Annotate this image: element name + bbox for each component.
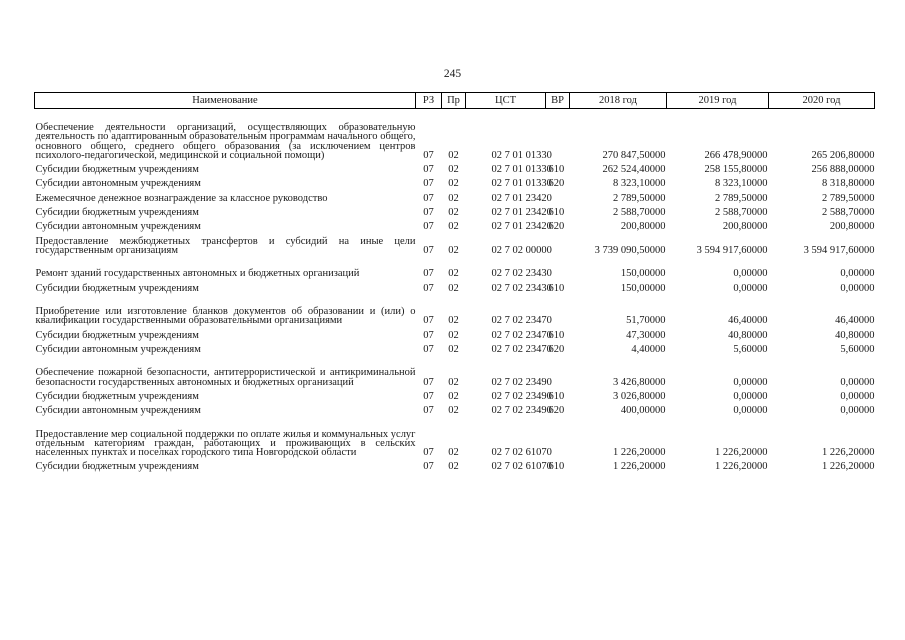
- row-rz: 07: [423, 461, 434, 473]
- row-2020: 0,00000: [840, 405, 875, 417]
- row-2019: 8 323,10000: [715, 178, 768, 190]
- row-pr: 02: [448, 315, 459, 327]
- row-2019: 258 155,80000: [704, 164, 768, 176]
- table-row: [35, 217, 875, 231]
- header-pr: Пр: [442, 93, 466, 109]
- row-2020: 1 226,20000: [822, 447, 875, 459]
- row-2018: 262 524,40000: [602, 164, 666, 176]
- row-name: Субсидии автономным учреждениям: [35, 343, 201, 355]
- row-2019: 266 478,90000: [704, 149, 768, 161]
- row-2020: 3 594 917,60000: [803, 244, 875, 256]
- row-2018: 4,40000: [631, 343, 666, 355]
- row-2018: 1 226,20000: [613, 461, 666, 473]
- header-name: Наименование: [35, 93, 416, 109]
- table-row: [35, 255, 875, 279]
- row-2020: 40,80000: [835, 329, 875, 341]
- row-vr: 620: [548, 221, 565, 233]
- row-name: Приобретение или изготовление бланков документов об образовании и (или) о квалификации государственными образовательными организациями: [35, 306, 416, 327]
- row-2018: 1 226,20000: [613, 447, 666, 459]
- row-vr: 620: [548, 178, 565, 190]
- row-2018: 2 588,70000: [613, 207, 666, 219]
- row-pr: 02: [448, 207, 459, 219]
- row-rz: 07: [423, 329, 434, 341]
- row-2019: 0,00000: [733, 390, 768, 402]
- row-2019: 0,00000: [733, 376, 768, 388]
- row-2020: 0,00000: [840, 376, 875, 388]
- row-cst: 02 7 02 61070: [491, 447, 552, 459]
- row-rz: 07: [423, 390, 434, 402]
- row-pr: 02: [448, 405, 459, 417]
- table-row: [35, 160, 875, 174]
- row-name: Предоставление межбюджетных трансфертов и субсидий на иные цели государственным организациям: [35, 235, 416, 256]
- row-name: Субсидии автономным учреждениям: [35, 221, 201, 233]
- row-pr: 02: [448, 221, 459, 233]
- row-name: Ремонт зданий государственных автономных и бюджетных организаций: [35, 268, 360, 280]
- row-rz: 07: [423, 178, 434, 190]
- row-name: Обеспечение деятельности организаций, осуществляющих образовательную деятельность по адаптированным образовательным программам начального общего, основного общего, среднего общего образования (за исключением центров психолого-педагогической, медицинской и социальной помощи): [35, 122, 416, 161]
- row-2019: 1 226,20000: [715, 447, 768, 459]
- row-2019: 2 789,50000: [715, 192, 768, 204]
- row-rz: 07: [423, 192, 434, 204]
- row-rz: 07: [423, 343, 434, 355]
- row-2019: 1 226,20000: [715, 461, 768, 473]
- row-rz: 07: [423, 282, 434, 294]
- row-2020: 0,00000: [840, 282, 875, 294]
- row-pr: 02: [448, 268, 459, 280]
- row-name: Субсидии бюджетным учреждениям: [35, 329, 199, 341]
- row-name: Предоставление мер социальной поддержки по оплате жилья и коммунальных услуг отдельным категориям граждан, работающих и проживающих в сельских населенных пунктах и поселках городского типа Новгородской области: [35, 428, 416, 459]
- row-2018: 400,00000: [620, 405, 666, 417]
- row-2018: 200,80000: [620, 221, 666, 233]
- header-vr: ВР: [546, 93, 570, 109]
- table-row: [35, 279, 875, 293]
- row-vr: 620: [548, 405, 565, 417]
- row-cst: 02 7 02 23470: [491, 315, 552, 327]
- row-cst: 02 7 01 01330: [491, 164, 552, 176]
- row-2018: 2 789,50000: [613, 192, 666, 204]
- row-pr: 02: [448, 329, 459, 341]
- row-2018: 8 323,10000: [613, 178, 666, 190]
- row-2018: 47,30000: [626, 329, 666, 341]
- row-name: Субсидии бюджетным учреждениям: [35, 207, 199, 219]
- row-cst: 02 7 02 23470: [491, 329, 552, 341]
- row-2020: 2 588,70000: [822, 207, 875, 219]
- table-header-row: [35, 93, 875, 109]
- header-2020: 2020 год: [769, 93, 875, 109]
- row-rz: 07: [423, 149, 434, 161]
- row-2020: 5,60000: [840, 343, 875, 355]
- table-row: [35, 109, 875, 161]
- row-pr: 02: [448, 343, 459, 355]
- row-name: Субсидии бюджетным учреждениям: [35, 461, 199, 473]
- row-2018: 3 739 090,50000: [594, 244, 666, 256]
- row-pr: 02: [448, 178, 459, 190]
- row-cst: 02 7 02 00000: [491, 244, 552, 256]
- row-2020: 0,00000: [840, 268, 875, 280]
- row-2019: 2 588,70000: [715, 207, 768, 219]
- row-2020: 265 206,80000: [811, 149, 875, 161]
- row-cst: 02 7 01 01330: [491, 178, 552, 190]
- row-cst: 02 7 01 23420: [491, 192, 552, 204]
- table-row: [35, 174, 875, 188]
- table-row: [35, 326, 875, 340]
- table-row: [35, 340, 875, 354]
- table-row: [35, 457, 875, 471]
- row-rz: 07: [423, 376, 434, 388]
- row-pr: 02: [448, 149, 459, 161]
- row-cst: 02 7 02 23430: [491, 282, 552, 294]
- row-2018: 270 847,50000: [602, 149, 666, 161]
- row-2020: 0,00000: [840, 390, 875, 402]
- row-pr: 02: [448, 461, 459, 473]
- table-row: [35, 387, 875, 401]
- row-rz: 07: [423, 221, 434, 233]
- page-number: 245: [443, 68, 462, 80]
- row-cst: 02 7 02 23490: [491, 390, 552, 402]
- row-cst: 02 7 02 23490: [491, 376, 552, 388]
- row-pr: 02: [448, 192, 459, 204]
- row-cst: 02 7 02 23490: [491, 405, 552, 417]
- row-vr: 610: [548, 164, 565, 176]
- table-row: [35, 415, 875, 457]
- row-2020: 2 789,50000: [822, 192, 875, 204]
- row-pr: 02: [448, 244, 459, 256]
- row-2020: 200,80000: [829, 221, 875, 233]
- row-rz: 07: [423, 315, 434, 327]
- row-name: Субсидии бюджетным учреждениям: [35, 164, 199, 176]
- row-name: Субсидии автономным учреждениям: [35, 405, 201, 417]
- row-name: Субсидии бюджетным учреждениям: [35, 390, 199, 402]
- table-row: [35, 189, 875, 203]
- row-2018: 51,70000: [626, 315, 666, 327]
- row-2020: 46,40000: [835, 315, 875, 327]
- row-cst: 02 7 01 01330: [491, 149, 552, 161]
- row-2020: 256 888,00000: [811, 164, 875, 176]
- row-2019: 5,60000: [733, 343, 768, 355]
- row-2018: 3 426,80000: [613, 376, 666, 388]
- row-2018: 150,00000: [620, 282, 666, 294]
- table-row: [35, 203, 875, 217]
- row-name: Субсидии автономным учреждениям: [35, 178, 201, 190]
- row-rz: 07: [423, 164, 434, 176]
- table-row: [35, 401, 875, 415]
- row-rz: 07: [423, 207, 434, 219]
- row-vr: 610: [548, 390, 565, 402]
- row-2019: 46,40000: [728, 315, 768, 327]
- header-rz: РЗ: [416, 93, 442, 109]
- row-name: Субсидии бюджетным учреждениям: [35, 282, 199, 294]
- row-rz: 07: [423, 405, 434, 417]
- row-pr: 02: [448, 164, 459, 176]
- row-pr: 02: [448, 447, 459, 459]
- row-pr: 02: [448, 390, 459, 402]
- row-cst: 02 7 02 23430: [491, 268, 552, 280]
- row-2019: 200,80000: [722, 221, 768, 233]
- table-row: [35, 293, 875, 326]
- row-2020: 8 318,80000: [822, 178, 875, 190]
- header-2018: 2018 год: [570, 93, 667, 109]
- row-vr: 610: [548, 329, 565, 341]
- row-pr: 02: [448, 376, 459, 388]
- row-2019: 40,80000: [728, 329, 768, 341]
- row-vr: 610: [548, 282, 565, 294]
- table-row: [35, 232, 875, 256]
- row-2019: 3 594 917,60000: [696, 244, 768, 256]
- header-2019: 2019 год: [667, 93, 769, 109]
- row-cst: 02 7 01 23420: [491, 221, 552, 233]
- row-rz: 07: [423, 244, 434, 256]
- row-vr: 620: [548, 343, 565, 355]
- row-cst: 02 7 02 23470: [491, 343, 552, 355]
- row-2020: 1 226,20000: [822, 461, 875, 473]
- budget-table: [34, 92, 875, 472]
- row-vr: 610: [548, 207, 565, 219]
- row-name: Обеспечение пожарной безопасности, антитеррористической и антикриминальной безопасности государственных автономных и бюджетных организаций: [35, 367, 416, 388]
- row-name: Ежемесячное денежное вознаграждение за классное руководство: [35, 192, 328, 204]
- row-2019: 0,00000: [733, 268, 768, 280]
- row-cst: 02 7 02 61070: [491, 461, 552, 473]
- table-row: [35, 354, 875, 387]
- row-pr: 02: [448, 282, 459, 294]
- row-2019: 0,00000: [733, 405, 768, 417]
- row-rz: 07: [423, 447, 434, 459]
- row-2019: 0,00000: [733, 282, 768, 294]
- header-cst: ЦСТ: [466, 93, 546, 109]
- row-2018: 150,00000: [620, 268, 666, 280]
- row-vr: 610: [548, 461, 565, 473]
- row-rz: 07: [423, 268, 434, 280]
- row-cst: 02 7 01 23420: [491, 207, 552, 219]
- row-2018: 3 026,80000: [613, 390, 666, 402]
